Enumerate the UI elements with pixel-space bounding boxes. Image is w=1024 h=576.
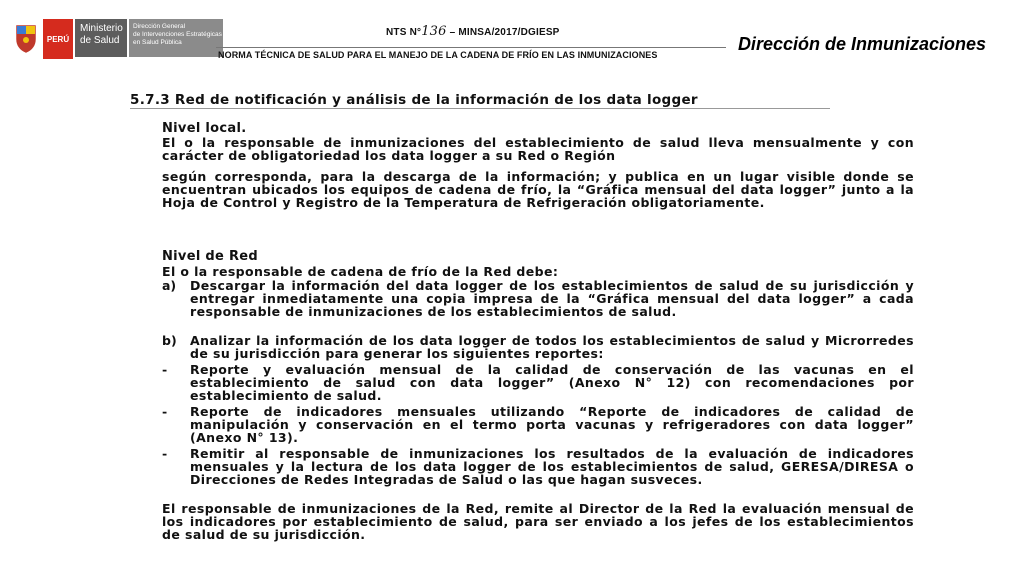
subitem-1: Reporte y evaluación mensual de la calidad de conservación de las vacunas en el establecimiento de salud con data logger” (Anexo N° 12) con recomendaciones por establecimiento de salud. (190, 362, 914, 404)
nts-suffix: – MINSA/2017/DGIESP (446, 27, 560, 38)
direction-line-1: Dirección General (133, 23, 186, 30)
direction-line-3: en Salud Pública (133, 39, 182, 46)
nivel-local-title: Nivel local. (162, 121, 247, 136)
direccion-logo-tile (128, 18, 224, 58)
ministerio-logo-tile (74, 18, 128, 58)
peru-logo-tile: PERÚ (42, 18, 74, 60)
closing-paragraph: El responsable de inmunizaciones de la Red, remite al Director de la Red la evaluación mensual de los indicadores por establecimiento de salud, para ser enviado a los jefes de los establecimientos de salud de su jurisdicción. (162, 501, 914, 543)
subitem-3: Remitir al responsable de inmunizaciones los resultados de la evaluación de indicadores mensuales y la lectura de los data logger de los establecimientos de salud, GERESA/DIRESA o Direcciones de Redes Integradas de Salud o las que hagan susveces. (190, 446, 914, 488)
minsa-logo (14, 18, 224, 62)
item-marker-b: b) (162, 333, 177, 348)
ministry-line-1: Ministerio (80, 23, 123, 34)
subitem-marker-2: - (162, 404, 168, 419)
nts-title (386, 24, 560, 39)
nts-prefix: NTS N° (386, 27, 422, 38)
ministry-line-2: de Salud (80, 35, 120, 46)
list-item-b: Analizar la información de los data logger de todos los establecimientos de salud y Microrredes de su jurisdicción para generar los siguientes reportes: (190, 333, 914, 362)
norm-title: NORMA TÉCNICA DE SALUD PARA EL MANEJO DE LA CADENA DE FRÍO EN LAS INMUNIZACIONES (218, 50, 658, 60)
section-heading: 5.7.3 Red de notificación y análisis de la información de los data logger (130, 92, 698, 108)
direction-title: Dirección de Inmunizaciones (737, 34, 986, 54)
peru-shield-icon (14, 18, 38, 58)
subitem-marker-3: - (162, 446, 168, 461)
header-divider (216, 47, 726, 48)
nivel-red-title: Nivel de Red (162, 249, 258, 264)
section-divider (130, 108, 830, 109)
nivel-red-intro: El o la responsable de cadena de frío de la Red debe: (162, 264, 559, 279)
nivel-local-text-2: según corresponda, para la descarga de la información; y publica en un lugar visible donde se encuentran ubicados los equipos de cadena de frío, la “Gráfica mensual del data logger” junto a la Hoja de Control y Registro de la Temperatura de Refrigeración obligatoriamente. (162, 169, 914, 211)
direction-line-2: de Intervenciones Estratégicas (133, 31, 222, 38)
item-marker-a: a) (162, 278, 177, 293)
subitem-2: Reporte de indicadores mensuales utilizando “Reporte de indicadores de calidad de manipulación y conservación en el termo porta vacunas y refrigeradores con data logger” (Anexo N° 13). (190, 404, 914, 446)
nts-number: 136 (421, 24, 447, 39)
list-item-a: Descargar la información del data logger de los establecimientos de salud de su jurisdicción y entregar inmediatamente una copia impresa de la “Gráfica mensual del data logger” a cada responsable de inmunizaciones de los establecimientos de salud. (190, 278, 914, 320)
subitem-marker-1: - (162, 362, 168, 377)
nivel-local-text-1: El o la responsable de inmunizaciones del establecimiento de salud lleva mensualmente y con carácter de obligatoriedad los data logger a su Red o Región (162, 135, 914, 164)
